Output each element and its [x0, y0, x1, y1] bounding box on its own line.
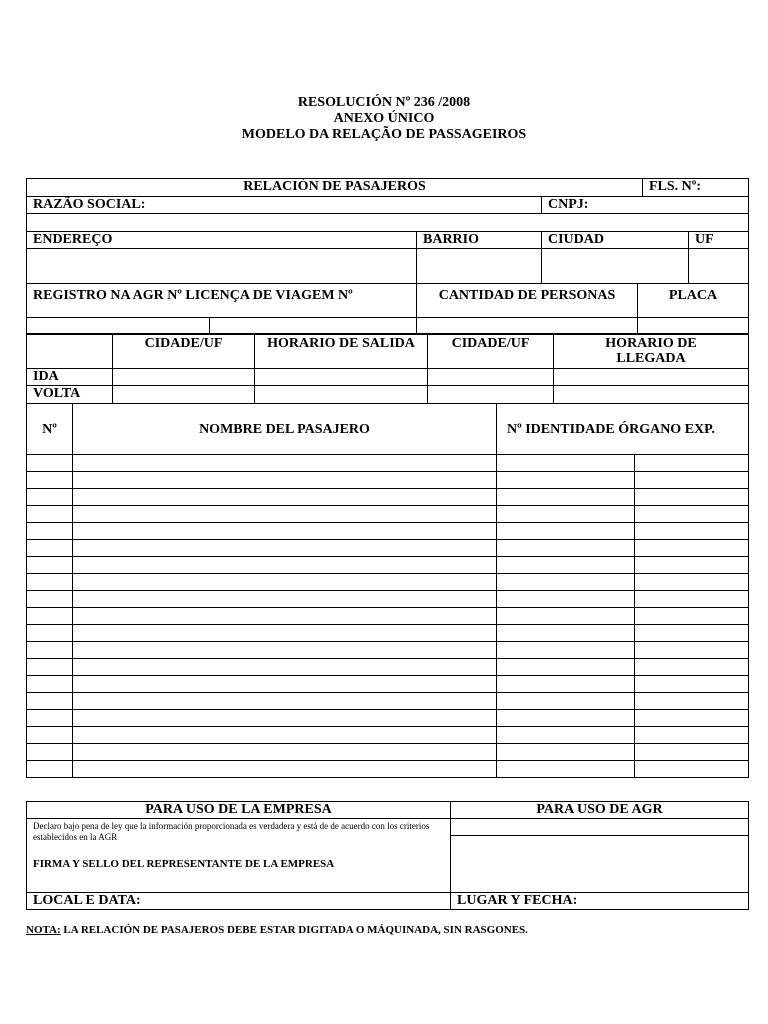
table-row [27, 710, 749, 727]
table-row [27, 625, 749, 642]
ciudad-field[interactable] [542, 249, 689, 284]
volta-cidade2-field[interactable] [428, 386, 554, 404]
passenger-id-cell[interactable] [497, 472, 635, 489]
relacion-heading: RELACIÓN DE PASAJEROS [27, 179, 643, 197]
passenger-id-cell[interactable] [497, 540, 635, 557]
passenger-id-cell[interactable] [497, 659, 635, 676]
ciudad-label: CIUDAD [542, 232, 689, 249]
passenger-name-cell[interactable] [73, 642, 497, 659]
ida-cidade2-field[interactable] [428, 369, 554, 386]
passenger-name-cell[interactable] [73, 693, 497, 710]
empresa-declaration-cell [27, 819, 451, 893]
placa-field[interactable] [638, 318, 749, 335]
passenger-organ-cell[interactable] [635, 455, 749, 472]
passenger-id-cell[interactable] [497, 489, 635, 506]
col-name-header: NOMBRE DEL PASAJERO [73, 404, 497, 455]
razao-social-field[interactable] [27, 214, 749, 232]
passenger-organ-cell[interactable] [635, 676, 749, 693]
passenger-id-cell[interactable] [497, 608, 635, 625]
passenger-name-cell[interactable] [73, 608, 497, 625]
ida-label: IDA [27, 369, 113, 386]
registro-field[interactable] [27, 318, 210, 335]
agr-use-cell[interactable] [451, 819, 749, 893]
passenger-num-cell[interactable] [27, 642, 73, 659]
annex-title: ANEXO ÚNICO [333, 111, 435, 126]
razao-social-label: RAZÃO SOCIAL: [27, 197, 542, 214]
registro-label: REGISTRO NA AGR Nº LICENÇA DE VIAGEM Nº [27, 284, 417, 318]
uf-label: UF [689, 232, 749, 249]
passenger-id-cell[interactable] [497, 727, 635, 744]
passenger-num-cell[interactable] [27, 506, 73, 523]
passenger-organ-cell[interactable] [635, 744, 749, 761]
passenger-organ-cell[interactable] [635, 710, 749, 727]
passenger-num-cell[interactable] [27, 727, 73, 744]
table-row [27, 489, 749, 506]
volta-salida-field[interactable] [255, 386, 428, 404]
table-row [27, 574, 749, 591]
passenger-num-cell[interactable] [27, 557, 73, 574]
nota-text [26, 924, 528, 936]
passenger-name-cell[interactable] [73, 540, 497, 557]
passenger-name-cell[interactable] [73, 557, 497, 574]
passenger-id-cell[interactable] [497, 591, 635, 608]
endereco-label: ENDEREÇO [27, 232, 417, 249]
passenger-num-cell[interactable] [27, 676, 73, 693]
passenger-id-cell[interactable] [497, 506, 635, 523]
passenger-organ-cell[interactable] [635, 574, 749, 591]
col-id-header: Nº IDENTIDADE ÓRGANO EXP. [497, 404, 749, 455]
passenger-organ-cell[interactable] [635, 761, 749, 778]
fls-label: FLS. Nº: [643, 179, 749, 197]
lugar-fecha-label: LUGAR Y FECHA: [451, 893, 749, 910]
passenger-name-cell[interactable] [73, 489, 497, 506]
volta-llegada-field[interactable] [554, 386, 749, 404]
passenger-name-cell[interactable] [73, 625, 497, 642]
passenger-num-cell[interactable] [27, 472, 73, 489]
passenger-organ-cell[interactable] [635, 642, 749, 659]
endereco-field[interactable] [27, 249, 417, 284]
document-header [0, 95, 768, 143]
passenger-organ-cell[interactable] [635, 625, 749, 642]
passenger-name-cell[interactable] [73, 523, 497, 540]
passenger-id-cell[interactable] [497, 523, 635, 540]
passenger-num-cell[interactable] [27, 591, 73, 608]
passenger-id-cell[interactable] [497, 574, 635, 591]
passenger-id-cell[interactable] [497, 642, 635, 659]
passenger-num-cell[interactable] [27, 574, 73, 591]
ida-salida-field[interactable] [255, 369, 428, 386]
resolution-title: RESOLUCIÓN Nº 236 /2008 [297, 95, 471, 110]
passenger-num-cell[interactable] [27, 540, 73, 557]
passenger-organ-cell[interactable] [635, 659, 749, 676]
cidade-uf-2-header: CIDADE/UF [428, 334, 554, 369]
empresa-heading: PARA USO DE LA EMPRESA [27, 802, 451, 819]
placa-label: PLACA [638, 284, 749, 318]
cnpj-label: CNPJ: [542, 197, 749, 214]
passenger-organ-cell[interactable] [635, 506, 749, 523]
passenger-name-cell[interactable] [73, 676, 497, 693]
barrio-label: BARRIO [417, 232, 542, 249]
ida-llegada-field[interactable] [554, 369, 749, 386]
model-title: MODELO DA RELAÇÃO DE PASSAGEIROS [241, 127, 527, 142]
table-row [27, 608, 749, 625]
signature-table [26, 801, 749, 910]
passenger-table [26, 403, 749, 778]
trip-corner-cell [27, 334, 113, 369]
passenger-name-cell[interactable] [73, 659, 497, 676]
table-row [27, 727, 749, 744]
table-row [27, 506, 749, 523]
passenger-num-cell[interactable] [27, 625, 73, 642]
passenger-organ-cell[interactable] [635, 693, 749, 710]
table-row [27, 472, 749, 489]
passenger-organ-cell[interactable] [635, 557, 749, 574]
trip-table [26, 333, 749, 404]
cantidad-label: CANTIDAD DE PERSONAS [417, 284, 638, 318]
passenger-num-cell[interactable] [27, 608, 73, 625]
table-row [27, 659, 749, 676]
passenger-id-cell[interactable] [497, 676, 635, 693]
ida-cidade-field[interactable] [113, 369, 255, 386]
passenger-id-cell[interactable] [497, 710, 635, 727]
passenger-id-cell[interactable] [497, 693, 635, 710]
passenger-num-cell[interactable] [27, 744, 73, 761]
passenger-num-cell[interactable] [27, 523, 73, 540]
passenger-num-cell[interactable] [27, 489, 73, 506]
passenger-organ-cell[interactable] [635, 727, 749, 744]
col-num-header: Nº [27, 404, 73, 455]
local-data-label: LOCAL E DATA: [27, 893, 451, 910]
nota-body: LA RELACIÓN DE PASAJEROS DEBE ESTAR DIGITADA O MÁQUINADA, SIN RASGONES. [60, 924, 528, 936]
passenger-num-cell[interactable] [27, 693, 73, 710]
passenger-num-cell[interactable] [27, 659, 73, 676]
passenger-organ-cell[interactable] [635, 540, 749, 557]
passenger-name-cell[interactable] [73, 455, 497, 472]
passenger-id-cell[interactable] [497, 625, 635, 642]
volta-label: VOLTA [27, 386, 113, 404]
table-row [27, 523, 749, 540]
passenger-num-cell[interactable] [27, 710, 73, 727]
table-row [27, 744, 749, 761]
table-row [27, 540, 749, 557]
passenger-name-cell[interactable] [73, 727, 497, 744]
table-row [27, 557, 749, 574]
firma-label: FIRMA Y SELLO DEL REPRESENTANTE DE LA EMPRESA [33, 858, 335, 870]
horario-salida-header: HORARIO DE SALIDA [255, 334, 428, 369]
table-row [27, 676, 749, 693]
passenger-num-cell[interactable] [27, 455, 73, 472]
passenger-id-cell[interactable] [497, 744, 635, 761]
table-row [27, 455, 749, 472]
passenger-organ-cell[interactable] [635, 523, 749, 540]
table-row [27, 693, 749, 710]
nota-label: NOTA: [26, 924, 61, 936]
uf-field[interactable] [689, 249, 749, 284]
agr-line [451, 819, 748, 836]
passenger-organ-cell[interactable] [635, 489, 749, 506]
passenger-name-cell[interactable] [73, 472, 497, 489]
passenger-name-cell[interactable] [73, 574, 497, 591]
table-row [27, 591, 749, 608]
passenger-name-cell[interactable] [73, 506, 497, 523]
barrio-field[interactable] [417, 249, 542, 284]
passenger-num-cell[interactable] [27, 761, 73, 778]
cidade-uf-1-header: CIDADE/UF [113, 334, 255, 369]
passenger-name-cell[interactable] [73, 710, 497, 727]
company-info-table [26, 178, 749, 335]
passenger-name-cell[interactable] [73, 591, 497, 608]
horario-llegada-header: HORARIO DE LLEGADA [554, 334, 749, 369]
passenger-organ-cell[interactable] [635, 472, 749, 489]
passenger-name-cell[interactable] [73, 744, 497, 761]
volta-cidade-field[interactable] [113, 386, 255, 404]
passenger-id-cell[interactable] [497, 455, 635, 472]
passenger-id-cell[interactable] [497, 557, 635, 574]
table-row [27, 761, 749, 778]
passenger-id-cell[interactable] [497, 761, 635, 778]
passenger-name-cell[interactable] [73, 761, 497, 778]
declaration-text: Declaro bajo pena de ley que la información proporcionada es verdadera y está de de acuerdo con los criterios establecidos en la AGR [33, 821, 430, 842]
licenca-field[interactable] [210, 318, 417, 335]
passenger-organ-cell[interactable] [635, 591, 749, 608]
agr-heading: PARA USO DE AGR [451, 802, 749, 819]
table-row [27, 642, 749, 659]
passenger-organ-cell[interactable] [635, 608, 749, 625]
cantidad-field[interactable] [417, 318, 638, 335]
